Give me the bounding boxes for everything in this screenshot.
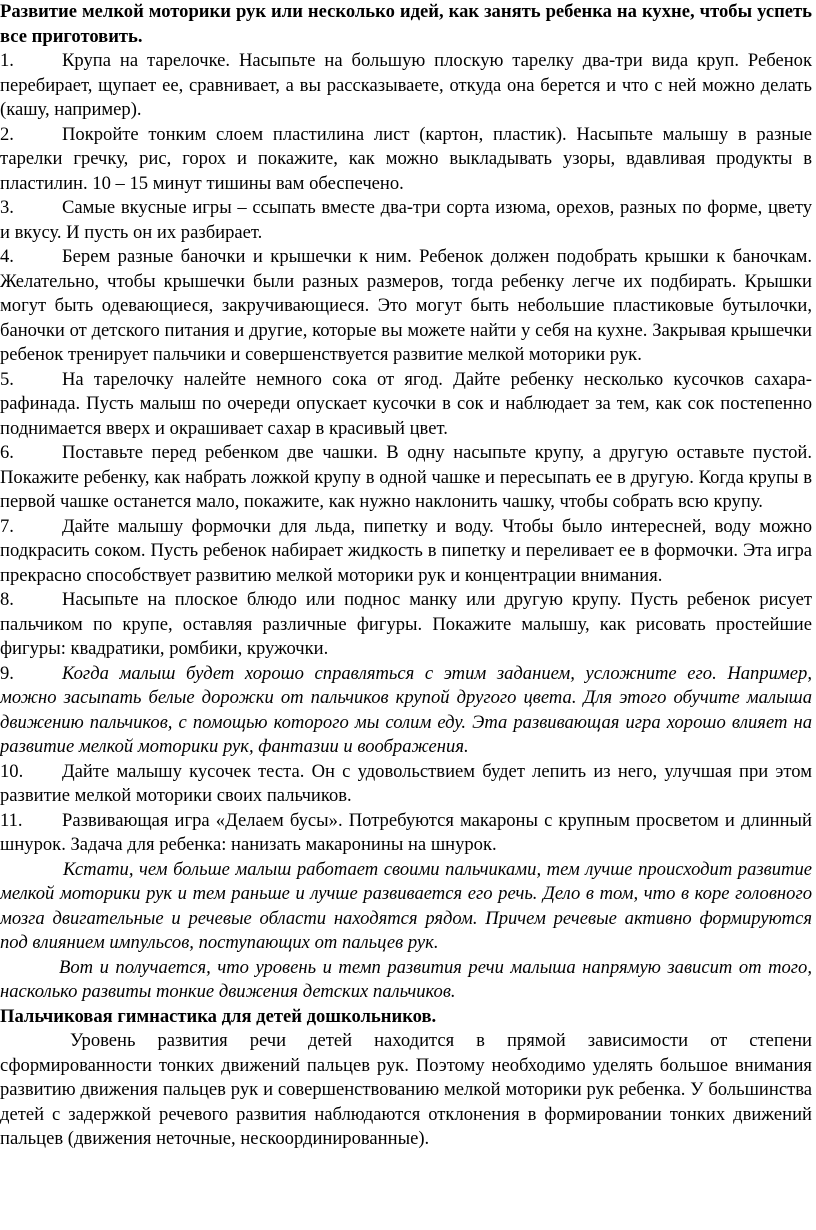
list-item-11: [0, 809, 812, 858]
item-text: Дайте малышу формочки для льда, пипетку и воду. Чтобы было интересней, воду можно подкрасить соком. Пусть ребенок набирает жидкость в пипетку и переливает ее в формочки. Эта игра прекрасно способствует развитию мелкой моторики рук и концентрации внимания.: [0, 515, 812, 586]
item-text: Крупа на тарелочке. Насыпьте на большую плоскую тарелку два-три вида круп. Ребенок перебирает, щупает ее, сравнивает, а вы рассказываете, откуда она берется и что с ней можно делать (кашу, например).: [0, 50, 812, 120]
list-item-1: [0, 49, 812, 123]
list-item-2: [0, 123, 812, 197]
item-text: Дайте малышу кусочек теста. Он с удовольствием будет лепить из него, улучшая при этом развитие мелкой моторики своих пальчиков.: [0, 760, 812, 806]
item-number: 4.: [0, 246, 14, 267]
item-text: На тарелочку налейте немного сока от ягод. Дайте ребенку несколько кусочков сахара-рафинада. Пусть малыш по очереди опускает кусочки в сок и наблюдает за тем, как сок постепенно поднимается вверх и окрашивает сахар в красивый цвет.: [0, 368, 812, 439]
item-text: Поставьте перед ребенком две чашки. В одну насыпьте крупу, а другую оставьте пустой. Покажите ребенку, как набрать ложкой крупу в одной чашке и пересыпать ее в другую. Когда крупы в первой чашке останется мало, покажите, как нужно наклонить чашку, чтобы собрать всю крупу.: [0, 442, 812, 512]
list-item-5: [0, 368, 812, 442]
list-item-7: [0, 515, 812, 589]
list-item-9: [0, 662, 812, 760]
list-item-4: [0, 245, 812, 368]
item-number: 8.: [0, 589, 14, 610]
item-number: 3.: [0, 197, 14, 218]
item-number: 7.: [0, 515, 14, 537]
note-paragraph-1: Кстати, чем больше малыш работает своими пальчиками, тем лучше происходит развитие мелкой моторики рук и тем раньше и лучше развивается его речь. Дело в том, что в коре головного мозга двигательные и речевые области находятся рядом. Причем речевые активно формируются под влиянием импульсов, поступающих от пальцев рук.: [0, 858, 812, 953]
item-text: Когда малыш будет хорошо справляться с этим заданием, усложните его. Например, можно засыпать белые дорожки от пальчиков крупой другого цвета. Для этого обучите малыша движению пальчиков, с помощью которого мы солим еду. Эта развивающая игра хорошо влияет на развитие мелкой моторики рук, фантазии и воображения.: [0, 662, 812, 757]
item-number: 2.: [0, 123, 14, 145]
section-heading: Пальчиковая гимнастика для детей дошкольников.: [0, 1005, 437, 1027]
item-number: 6.: [0, 442, 14, 463]
list-item-10: [0, 760, 812, 809]
list-item-8: [0, 588, 812, 662]
item-number: 11.: [0, 809, 23, 831]
note-paragraph-2: Вот и получается, что уровень и темп развития речи малыша напрямую зависит от того, насколько развиты тонкие движения детских пальчиков.: [0, 956, 812, 1002]
item-text: Самые вкусные игры – ссыпать вместе два-три сорта изюма, орехов, разных по форме, цвету и вкусу. И пусть он их разбирает.: [0, 197, 812, 243]
item-number: 1.: [0, 50, 14, 71]
item-number: 9.: [0, 662, 14, 684]
item-number: 10.: [0, 760, 24, 782]
item-text: Насыпьте на плоское блюдо или поднос манку или другую крупу. Пусть ребенок рисует пальчиком по крупе, оставляя различные фигуры. Покажите малышу, как рисовать простейшие фигуры: квадратики, ромбики, кружочки.: [0, 589, 812, 659]
item-number: 5.: [0, 368, 14, 390]
document-title: Развитие мелкой моторики рук или несколько идей, как занять ребенка на кухне, чтобы успеть все приготовить.: [0, 1, 812, 47]
item-text: Развивающая игра «Делаем бусы». Потребуются макароны с крупным просветом и длинный шнурок. Задача для ребенка: нанизать макаронины на шнурок.: [0, 809, 812, 855]
item-text: Берем разные баночки и крышечки к ним. Ребенок должен подобрать крышки к баночкам. Желательно, чтобы крышечки были разных размеров, тогда ребенку легче их подбирать. Крышки могут быть одевающиеся, закручивающиеся. Это могут быть небольшие пластиковые бутылочки, баночки от детского питания и другие, которые вы можете найти у себя на кухне. Закрывая крышечки ребенок тренирует пальчики и совершенствуется развитие мелкой моторики рук.: [0, 246, 812, 365]
list-item-3: [0, 196, 812, 245]
body-paragraph: Уровень развития речи детей находится в прямой зависимости от степени сформированности тонких движений пальцев рук. Поэтому необходимо уделять большое внимания развитию движения пальцев рук и совершенствованию мелкой моторики рук ребенка. У большинства детей с задержкой речевого развития наблюдаются отклонения в формировании тонких движений пальцев (движения неточные, нескоординированные).: [0, 1030, 812, 1149]
item-text: Покройте тонким слоем пластилина лист (картон, пластик). Насыпьте малышу в разные тарелки гречку, рис, горох и покажите, как можно выкладывать узоры, вдавливая продукты в пластилин. 10 – 15 минут тишины вам обеспечено.: [0, 123, 812, 194]
list-item-6: [0, 441, 812, 515]
